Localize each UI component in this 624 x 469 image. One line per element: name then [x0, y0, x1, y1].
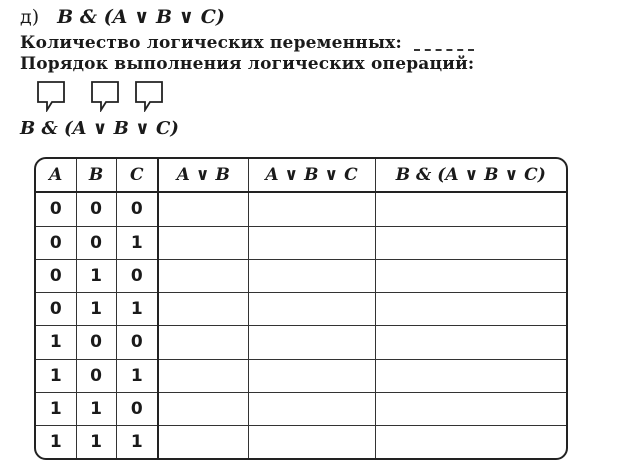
value-cell: 1 [76, 293, 116, 326]
header-a-or-b-or-c: A ∨ B ∨ C [248, 159, 375, 192]
value-cell: 0 [116, 326, 158, 359]
question-line [20, 6, 225, 28]
answer-cell[interactable] [158, 326, 248, 359]
answer-cell[interactable] [158, 392, 248, 425]
value-cell: 0 [36, 226, 76, 259]
answer-cell[interactable] [158, 293, 248, 326]
value-cell: 0 [76, 326, 116, 359]
table-row [36, 259, 566, 292]
answer-cell[interactable] [248, 326, 375, 359]
value-cell: 1 [36, 326, 76, 359]
answer-cell[interactable] [375, 359, 566, 392]
answer-cell[interactable] [158, 359, 248, 392]
table-row [36, 226, 566, 259]
value-cell: 1 [76, 259, 116, 292]
value-cell: 0 [76, 192, 116, 226]
callout-box-icon[interactable] [36, 80, 68, 112]
callout-box-icon[interactable] [90, 80, 122, 112]
answer-cell[interactable] [375, 326, 566, 359]
answer-cell[interactable] [248, 192, 375, 226]
value-cell: 1 [36, 426, 76, 458]
header-b: B [76, 159, 116, 192]
variables-count-prompt [20, 33, 474, 53]
answer-cell[interactable] [248, 392, 375, 425]
value-cell: 0 [36, 259, 76, 292]
variables-count-label: Количество логических переменных: [20, 33, 402, 53]
answer-cell[interactable] [375, 226, 566, 259]
table-row [36, 293, 566, 326]
answer-cell[interactable] [248, 426, 375, 458]
table-header-row [36, 159, 566, 192]
truth-table [34, 157, 568, 460]
answer-cell[interactable] [158, 259, 248, 292]
header-a-or-b: A ∨ B [158, 159, 248, 192]
value-cell: 1 [36, 392, 76, 425]
value-cell: 0 [116, 259, 158, 292]
question-label: д) [20, 6, 40, 28]
answer-cell[interactable] [375, 293, 566, 326]
value-cell: 1 [76, 392, 116, 425]
header-result: B & (A ∨ B ∨ C) [375, 159, 566, 192]
operation-order-boxes [36, 80, 176, 120]
value-cell: 1 [116, 426, 158, 458]
variables-count-blank[interactable] [414, 37, 474, 51]
question-expression: B & (A ∨ B ∨ C) [57, 6, 225, 28]
answer-cell[interactable] [248, 259, 375, 292]
value-cell: 0 [36, 192, 76, 226]
operations-order-prompt: Порядок выполнения логических операций: [20, 54, 475, 74]
table-row [36, 426, 566, 458]
header-a: A [36, 159, 76, 192]
value-cell: 0 [36, 293, 76, 326]
value-cell: 1 [116, 359, 158, 392]
value-cell: 0 [116, 192, 158, 226]
answer-cell[interactable] [248, 226, 375, 259]
value-cell: 0 [76, 359, 116, 392]
value-cell: 1 [116, 226, 158, 259]
value-cell: 1 [116, 293, 158, 326]
value-cell: 1 [76, 426, 116, 458]
table-row [36, 326, 566, 359]
answer-cell[interactable] [158, 192, 248, 226]
answer-cell[interactable] [375, 259, 566, 292]
answer-cell[interactable] [375, 192, 566, 226]
header-c: C [116, 159, 158, 192]
value-cell: 0 [76, 226, 116, 259]
answer-cell[interactable] [375, 392, 566, 425]
answer-cell[interactable] [248, 293, 375, 326]
answer-cell[interactable] [158, 426, 248, 458]
table-row [36, 359, 566, 392]
table-row [36, 192, 566, 226]
callout-box-icon[interactable] [134, 80, 166, 112]
value-cell: 1 [36, 359, 76, 392]
expression-repeat: B & (A ∨ B ∨ C) [20, 118, 179, 139]
answer-cell[interactable] [375, 426, 566, 458]
answer-cell[interactable] [248, 359, 375, 392]
answer-cell[interactable] [158, 226, 248, 259]
value-cell: 0 [116, 392, 158, 425]
table-row [36, 392, 566, 425]
